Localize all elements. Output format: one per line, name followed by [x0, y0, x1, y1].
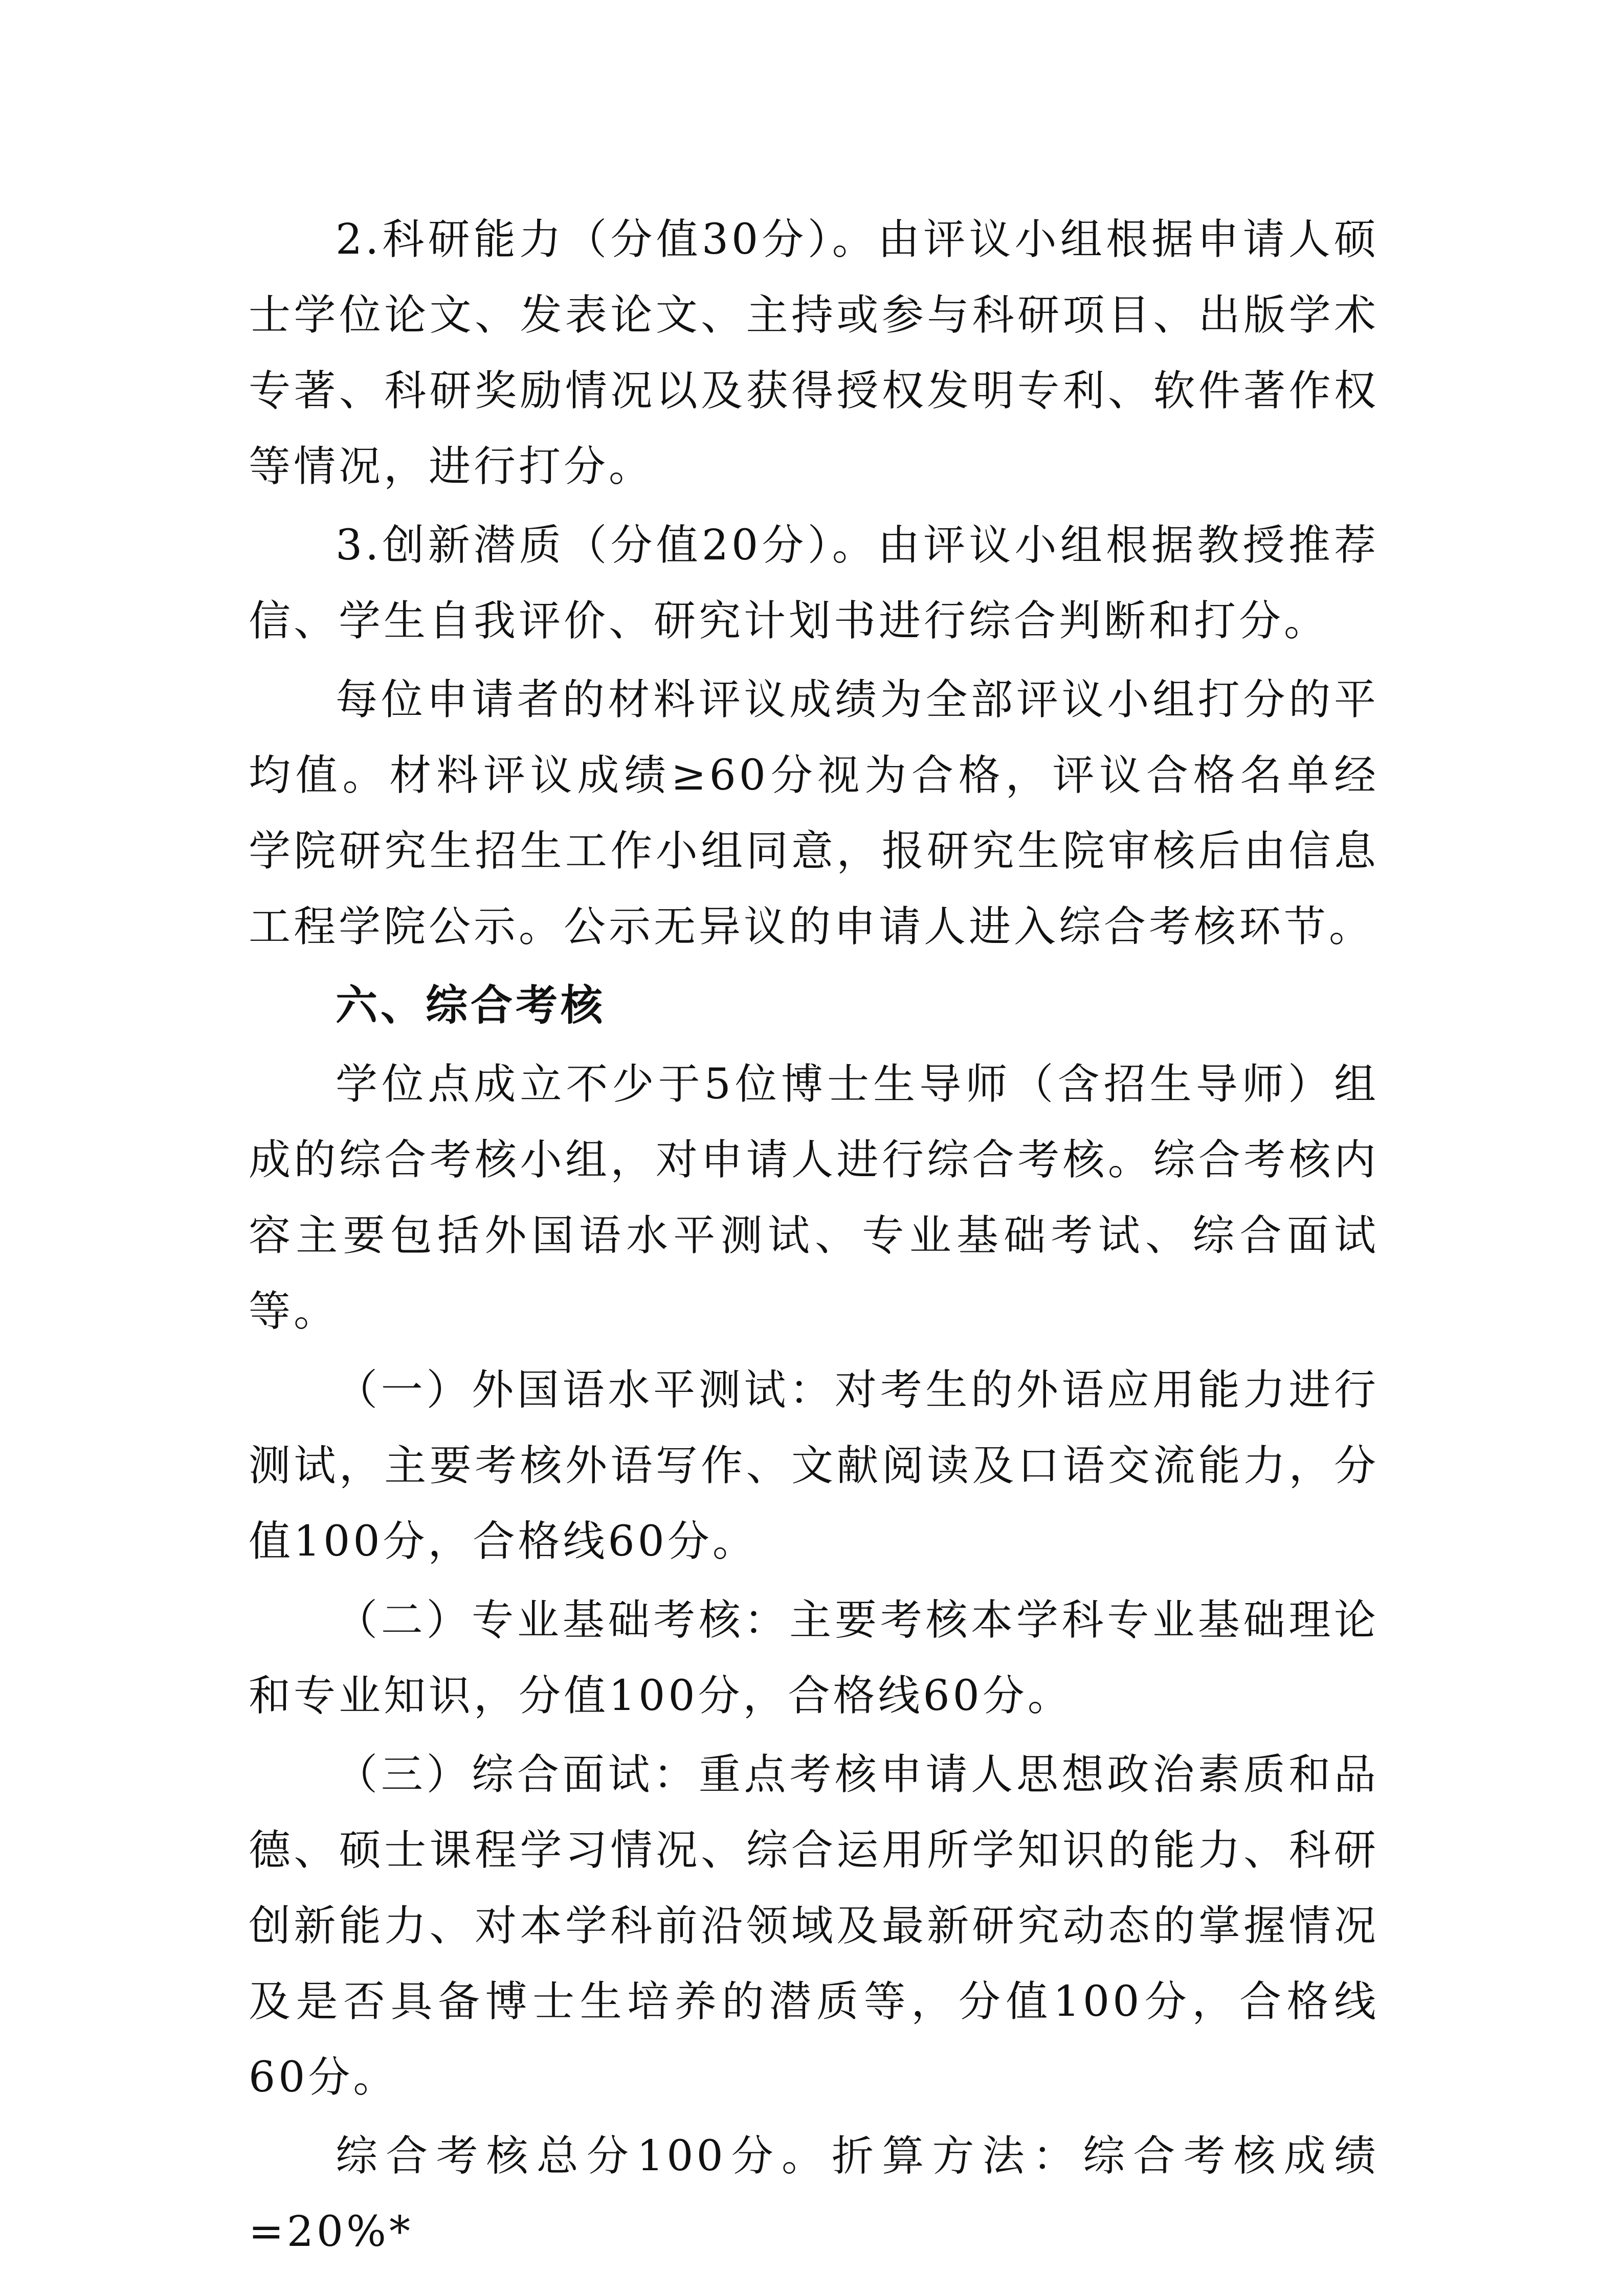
- paragraph-assessment-panel: 学位点成立不少于5位博士生导师（含招生导师）组成的综合考核小组，对申请人进行综合考核。综合考核内容主要包括外国语水平测试、专业基础考试、综合面试等。: [249, 1060, 1379, 1336]
- paragraph-innovation-potential: 3.创新潜质（分值20分）。由评议小组根据教授推荐信、学生自我评价、研究计划书进行综合判断和打分。: [249, 521, 1379, 645]
- section-heading-comprehensive-assessment: 六、综合考核: [336, 981, 606, 1030]
- paragraph-professional-basics: （二）专业基础考核：主要考核本学科专业基础理论和专业知识，分值100分，合格线60分。: [249, 1596, 1379, 1720]
- paragraph-material-review-score: 每位申请者的材料评议成绩为全部评议小组打分的平均值。材料评议成绩≥60分视为合格，评议合格名单经学院研究生招生工作小组同意，报研究生院审核后由信息工程学院公示。公示无异议的申请人进入综合考核环节。: [249, 676, 1379, 951]
- paragraph-total-score: 综合考核总分100分。折算方法：综合考核成绩=20%*: [249, 2132, 1379, 2256]
- document-body: [249, 202, 1379, 2270]
- paragraph-comprehensive-interview: （三）综合面试：重点考核申请人思想政治素质和品德、硕士课程学习情况、综合运用所学知识的能力、科研创新能力、对本学科前沿领域及最新研究动态的掌握情况及是否具备博士生培养的潜质等，分值100分，合格线60分。: [249, 1750, 1379, 2102]
- paragraph-foreign-language-test: （一）外国语水平测试：对考生的外语应用能力进行测试，主要考核外语写作、文献阅读及口语交流能力，分值100分，合格线60分。: [249, 1366, 1379, 1566]
- paragraph-research-ability: 2.科研能力（分值30分）。由评议小组根据申请人硕士学位论文、发表论文、主持或参与科研项目、出版学术专著、科研奖励情况以及获得授权发明专利、软件著作权等情况，进行打分。: [249, 215, 1379, 491]
